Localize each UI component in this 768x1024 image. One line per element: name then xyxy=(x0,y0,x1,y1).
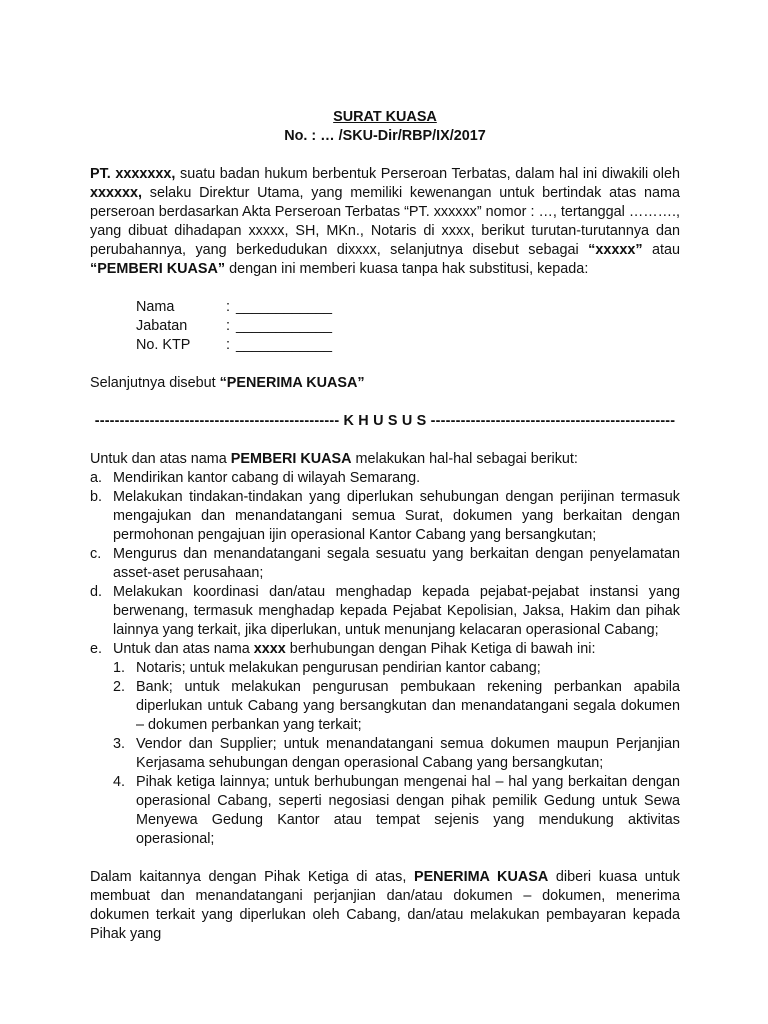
list-item: b. Melakukan tindakan-tindakan yang diperlukan sehubungan dengan perijinan termasuk mengajukan dan menandatangani semua Surat, dokumen yang berkaitan dengan permohonan pengajuan ijin operasional Kantor Cabang yang bersangkutan; xyxy=(90,489,680,543)
field-value: ____________ xyxy=(236,337,333,353)
list-item: 1. Notaris; untuk melakukan pengurusan pendirian kantor cabang; xyxy=(113,660,541,676)
list-item: d. Melakukan koordinasi dan/atau menghadap kepada pejabat-pejabat instansi yang berwenang, termasuk menghadap kepada Pejabat Kepolisian, Jaksa, Hakim dan pihak lainnya yang terkait, jika diperlukan, untuk menunjang kelacaran operasional Cabang; xyxy=(90,584,680,638)
authority-list xyxy=(90,469,680,849)
title-heading: SURAT KUASA xyxy=(333,109,437,125)
list-item: e. Untuk dan atas nama xxxx berhubungan dengan Pihak Ketiga di bawah ini: 1. Notaris; untuk melakukan pengurusan pendirian kantor cabang; 2. Bank; untuk melakukan pengurusan pembukaan rekening perbankan apabila diperlukan untuk Cabang yang bersangkutan dan menandatangani segala dokumen – dokumen perbankan yang terkait; 3. Vendor dan Supplier; untuk menandatangani semua dokumen maupun Perjanjian Kerjasama sehubungan dengan operasional Cabang yang bersangkutan; 4. Pihak ketiga lainnya; untuk berhubungan mengenai hal – hal yang berkaitan dengan operasional Cabang, seperti negosiasi dengan pihak pemilik Gedung untuk Sewa Menyewa Gedung Kantor atau tempat sejenis yang mendukung aktivitas operasional; xyxy=(90,641,680,847)
list-item: 4. Pihak ketiga lainnya; untuk berhubungan mengenai hal – hal yang berkaitan dengan operasional Cabang, seperti negosiasi dengan pihak pemilik Gedung untuk Sewa Menyewa Gedung Kantor atau tempat sejenis yang mendukung aktivitas operasional; xyxy=(113,774,680,847)
list-item: 2. Bank; untuk melakukan pengurusan pembukaan rekening perbankan apabila diperlukan untuk Cabang yang bersangkutan dan menandatangani segala dokumen – dokumen perbankan yang terkait; xyxy=(113,679,680,733)
giver-label: “PEMBERI KUASA” xyxy=(90,261,226,277)
field-label: Nama xyxy=(136,299,175,315)
intro-paragraph: PT. xxxxxxx, suatu badan hukum berbentuk Perseroan Terbatas, dalam hal ini diwakili oleh xxxxxx, selaku Direktur Utama, yang memiliki kewenangan untuk bertindak atas nama perseroan berdasarkan Akta Perseroan Terbatas “PT. xxxxxx” nomor : …, tertanggal ………., yang dibuat dihadapan xxxxx, SH, MKn., Notaris di xxxx, berikut turutan-turutannya dan perubahannya, yang berkedudukan dixxxx, selanjutnya disebut sebagai “xxxxx” atau “PEMBERI KUASA” dengan ini memberi kuasa tanpa hak substitusi, kepada: xyxy=(90,166,681,277)
receiver-label: “PENERIMA KUASA” xyxy=(219,375,365,391)
scope-line: Untuk dan atas nama PEMBERI KUASA melakukan hal-hal sebagai berikut: xyxy=(90,451,578,467)
field-label: Jabatan xyxy=(136,318,188,334)
recipient-fields xyxy=(90,298,680,355)
closing-paragraph: Dalam kaitannya dengan Pihak Ketiga di atas, PENERIMA KUASA diberi kuasa untuk membuat dan menandatangani perjanjian dan/atau dokumen – dokumen, menerima dokumen terkait yang diperlukan oleh Cabang, dan/atau melakukan pembayaran kepada Pihak yang xyxy=(90,869,680,942)
field-row: No. KTP : ____________ xyxy=(136,337,333,353)
field-row: Nama : ____________ xyxy=(136,299,333,315)
field-row: Jabatan : ____________ xyxy=(136,318,333,334)
closing-receiver: PENERIMA KUASA xyxy=(413,869,549,885)
document-number: No. : … /SKU-Dir/RBP/IX/2017 xyxy=(284,128,486,144)
document-page xyxy=(90,108,680,944)
scope-giver: PEMBERI KUASA xyxy=(230,451,352,467)
document-title xyxy=(90,108,680,146)
section-divider-khusus: ------------------------------------------------- K H U S U S ------------------------------------------------- xyxy=(94,413,676,429)
field-value: ____________ xyxy=(236,318,333,334)
entity-name: xxxx xyxy=(253,641,286,657)
company-alias: “xxxxx” xyxy=(588,242,643,258)
receiver-line: Selanjutnya disebut “PENERIMA KUASA” xyxy=(90,375,365,391)
list-item: c. Mengurus dan menandatangani segala sesuatu yang berkaitan dengan penyelamatan asset-aset perusahaan; xyxy=(90,546,680,581)
representative-name: xxxxxx, xyxy=(90,185,143,201)
list-item: 3. Vendor dan Supplier; untuk menandatangani semua dokumen maupun Perjanjian Kerjasama sehubungan dengan operasional Cabang yang bersangkutan; xyxy=(113,736,680,771)
field-label: No. KTP xyxy=(136,337,191,353)
third-party-list xyxy=(113,659,680,849)
list-item: a. Mendirikan kantor cabang di wilayah Semarang. xyxy=(90,470,421,486)
field-value: ____________ xyxy=(236,299,333,315)
company-name: PT. xxxxxxx, xyxy=(90,166,176,182)
